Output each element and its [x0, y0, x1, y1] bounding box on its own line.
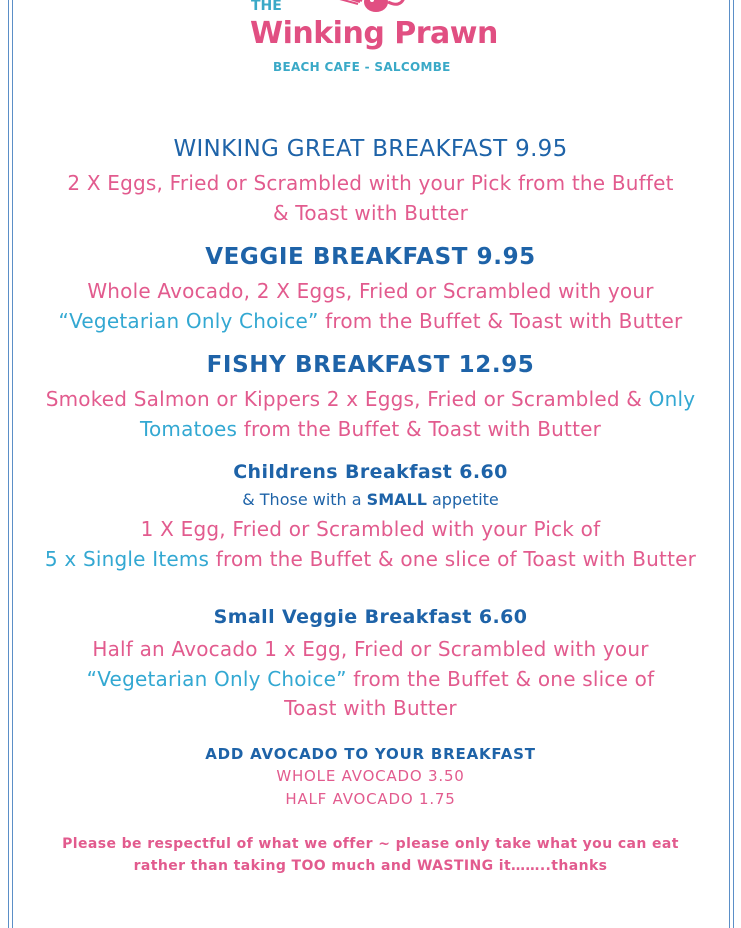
winking-desc-2: & Toast with Butter — [272, 201, 469, 225]
veggie-choice: “Vegetarian Only Choice” — [58, 309, 319, 333]
fishy-tomatoes: Tomatoes — [139, 417, 238, 441]
logo-subtitle: BEACH CAFE - SALCOMBE — [273, 60, 451, 74]
note-line-2: rather than taking TOO much and WASTING it……..thanks — [133, 858, 608, 874]
fishy-only: Only — [648, 387, 696, 411]
small-veggie-choice: “Vegetarian Only Choice” — [86, 667, 347, 691]
fishy-desc-1 — [0, 387, 741, 411]
fishy-title: FISHY BREAKFAST 12.95 — [206, 352, 535, 378]
childrens-subtitle-c: appetite — [426, 490, 499, 509]
childrens-subtitle-a: & Those with a — [242, 490, 367, 509]
veggie-title: VEGGIE BREAKFAST 9.95 — [205, 244, 536, 270]
logo-the: THE — [251, 0, 282, 14]
avocado-whole: WHOLE AVOCADO 3.50 — [276, 767, 465, 785]
avocado-half: HALF AVOCADO 1.75 — [285, 790, 456, 808]
childrens-desc-2 — [0, 547, 741, 571]
small-veggie-desc-2-rest: from the Buffet & one slice of — [346, 667, 655, 691]
small-veggie-desc-2 — [0, 667, 741, 691]
avocado-heading: ADD AVOCADO TO YOUR BREAKFAST — [205, 745, 536, 763]
winking-desc-1: 2 X Eggs, Fried or Scrambled with your Pick from the Buffet — [67, 171, 674, 195]
fishy-desc-2-rest: from the Buffet & Toast with Butter — [237, 417, 602, 441]
childrens-subtitle — [0, 490, 741, 509]
small-veggie-desc-1: Half an Avocado 1 x Egg, Fried or Scrambled with your — [92, 637, 649, 661]
veggie-desc-2 — [0, 309, 741, 333]
small-veggie-title: Small Veggie Breakfast 6.60 — [213, 606, 528, 628]
childrens-desc-1: 1 X Egg, Fried or Scrambled with your Pick of — [140, 517, 601, 541]
childrens-title: Childrens Breakfast 6.60 — [233, 461, 508, 483]
childrens-subtitle-small: SMALL — [366, 490, 427, 509]
childrens-desc-2-rest: from the Buffet & one slice of Toast with Butter — [209, 547, 697, 571]
winking-title: WINKING GREAT BREAKFAST 9.95 — [173, 136, 568, 162]
fishy-desc-2 — [0, 417, 741, 441]
logo-name: Winking Prawn — [250, 16, 498, 51]
small-veggie-desc-3: Toast with Butter — [284, 696, 457, 720]
childrens-single-items: 5 x Single Items — [44, 547, 210, 571]
veggie-desc-1: Whole Avocado, 2 X Eggs, Fried or Scrambled with your — [87, 279, 654, 303]
note-line-1: Please be respectful of what we offer ~ please only take what you can eat — [62, 836, 679, 852]
logo — [0, 0, 741, 80]
veggie-desc-2-rest: from the Buffet & Toast with Butter — [318, 309, 683, 333]
fishy-desc-1-main: Smoked Salmon or Kippers 2 x Eggs, Fried or Scrambled & — [45, 387, 649, 411]
